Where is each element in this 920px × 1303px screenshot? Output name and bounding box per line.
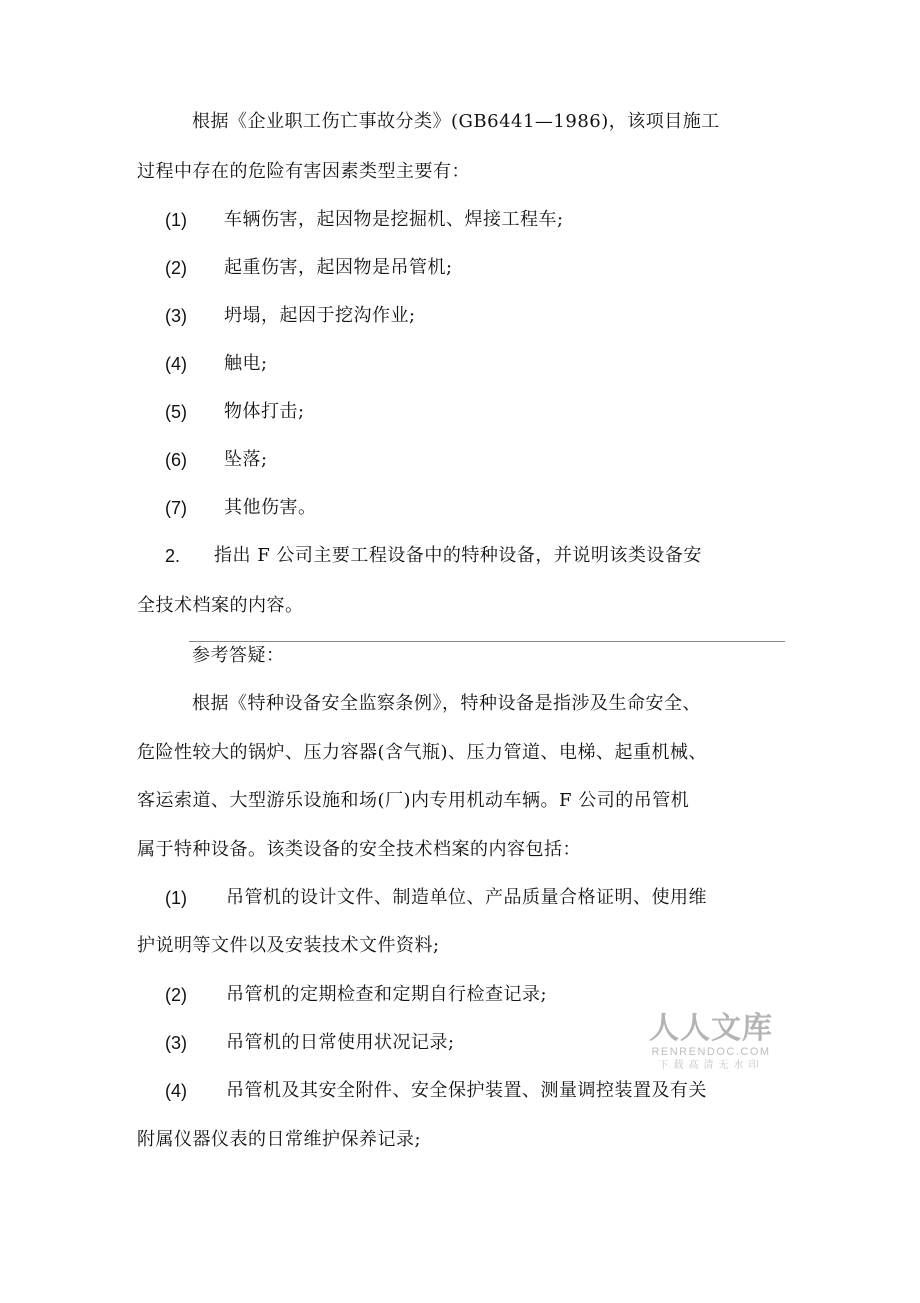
hazard-4-text: 触电; bbox=[224, 353, 268, 374]
record-4-line-1: 吊管机及其安全附件、安全保护装置、测量调控装置及有关 bbox=[226, 1080, 707, 1101]
record-4-line-2: 附属仪器仪表的日常维护保养记录; bbox=[137, 1129, 422, 1150]
hazard-1-text: 车辆伤害，起因物是挖掘机、焊接工程车; bbox=[224, 209, 564, 230]
record-2-number: (2) bbox=[165, 985, 187, 1005]
hazard-3-text: 坍塌，起因于挖沟作业; bbox=[224, 305, 416, 326]
answer-label: 参考答疑： bbox=[192, 645, 285, 666]
watermark-subtitle: 下载高清无水印 bbox=[658, 1060, 764, 1071]
hazard-7-number: (7) bbox=[165, 498, 187, 518]
question-2-number: 2. bbox=[165, 546, 181, 566]
answer-line-4: 属于特种设备。该类设备的安全技术档案的内容包括： bbox=[137, 839, 581, 860]
record-3-number: (3) bbox=[165, 1033, 187, 1053]
intro-line-2: 过程中存在的危险有害因素类型主要有： bbox=[137, 161, 470, 182]
question-2-line-1: 指出 F 公司主要工程设备中的特种设备，并说明该类设备安 bbox=[214, 545, 702, 566]
hazard-5-text: 物体打击; bbox=[224, 401, 305, 422]
answer-line-1: 根据《特种设备安全监察条例》，特种设备是指涉及生命安全、 bbox=[192, 693, 701, 714]
hazard-4-number: (4) bbox=[165, 354, 187, 374]
hazard-6-number: (6) bbox=[165, 450, 187, 470]
watermark-title: 人人文库 bbox=[649, 1011, 773, 1046]
record-1-line-1: 吊管机的设计文件、制造单位、产品质量合格证明、使用维 bbox=[226, 887, 707, 908]
record-4-number: (4) bbox=[165, 1081, 187, 1101]
question-2-line-2: 全技术档案的内容。 bbox=[137, 595, 304, 616]
record-3-line-1: 吊管机的日常使用状况记录; bbox=[226, 1032, 455, 1053]
answer-line-3: 客运索道、大型游乐设施和场(厂)内专用机动车辆。F 公司的吊管机 bbox=[137, 790, 690, 811]
record-1-line-2: 护说明等文件以及安装技术文件资料; bbox=[137, 935, 440, 956]
record-1-number: (1) bbox=[165, 888, 187, 908]
record-2-line-1: 吊管机的定期检查和定期自行检查记录; bbox=[226, 984, 548, 1005]
section-divider bbox=[189, 641, 785, 642]
hazard-2-text: 起重伤害，起因物是吊管机; bbox=[224, 257, 453, 278]
watermark-logo bbox=[646, 1012, 776, 1072]
hazard-6-text: 坠落; bbox=[224, 449, 268, 470]
hazard-3-number: (3) bbox=[165, 306, 187, 326]
intro-line-1: 根据《企业职工伤亡事故分类》(GB6441—1986)，该项目施工 bbox=[192, 111, 720, 132]
hazard-5-number: (5) bbox=[165, 402, 187, 422]
answer-line-2: 危险性较大的锅炉、压力容器(含气瓶)、压力管道、电梯、起重机械、 bbox=[137, 742, 708, 763]
hazard-2-number: (2) bbox=[165, 258, 187, 278]
watermark-url: RENRENDOC.COM bbox=[651, 1046, 771, 1058]
hazard-1-number: (1) bbox=[165, 210, 187, 230]
hazard-7-text: 其他伤害。 bbox=[224, 497, 317, 518]
